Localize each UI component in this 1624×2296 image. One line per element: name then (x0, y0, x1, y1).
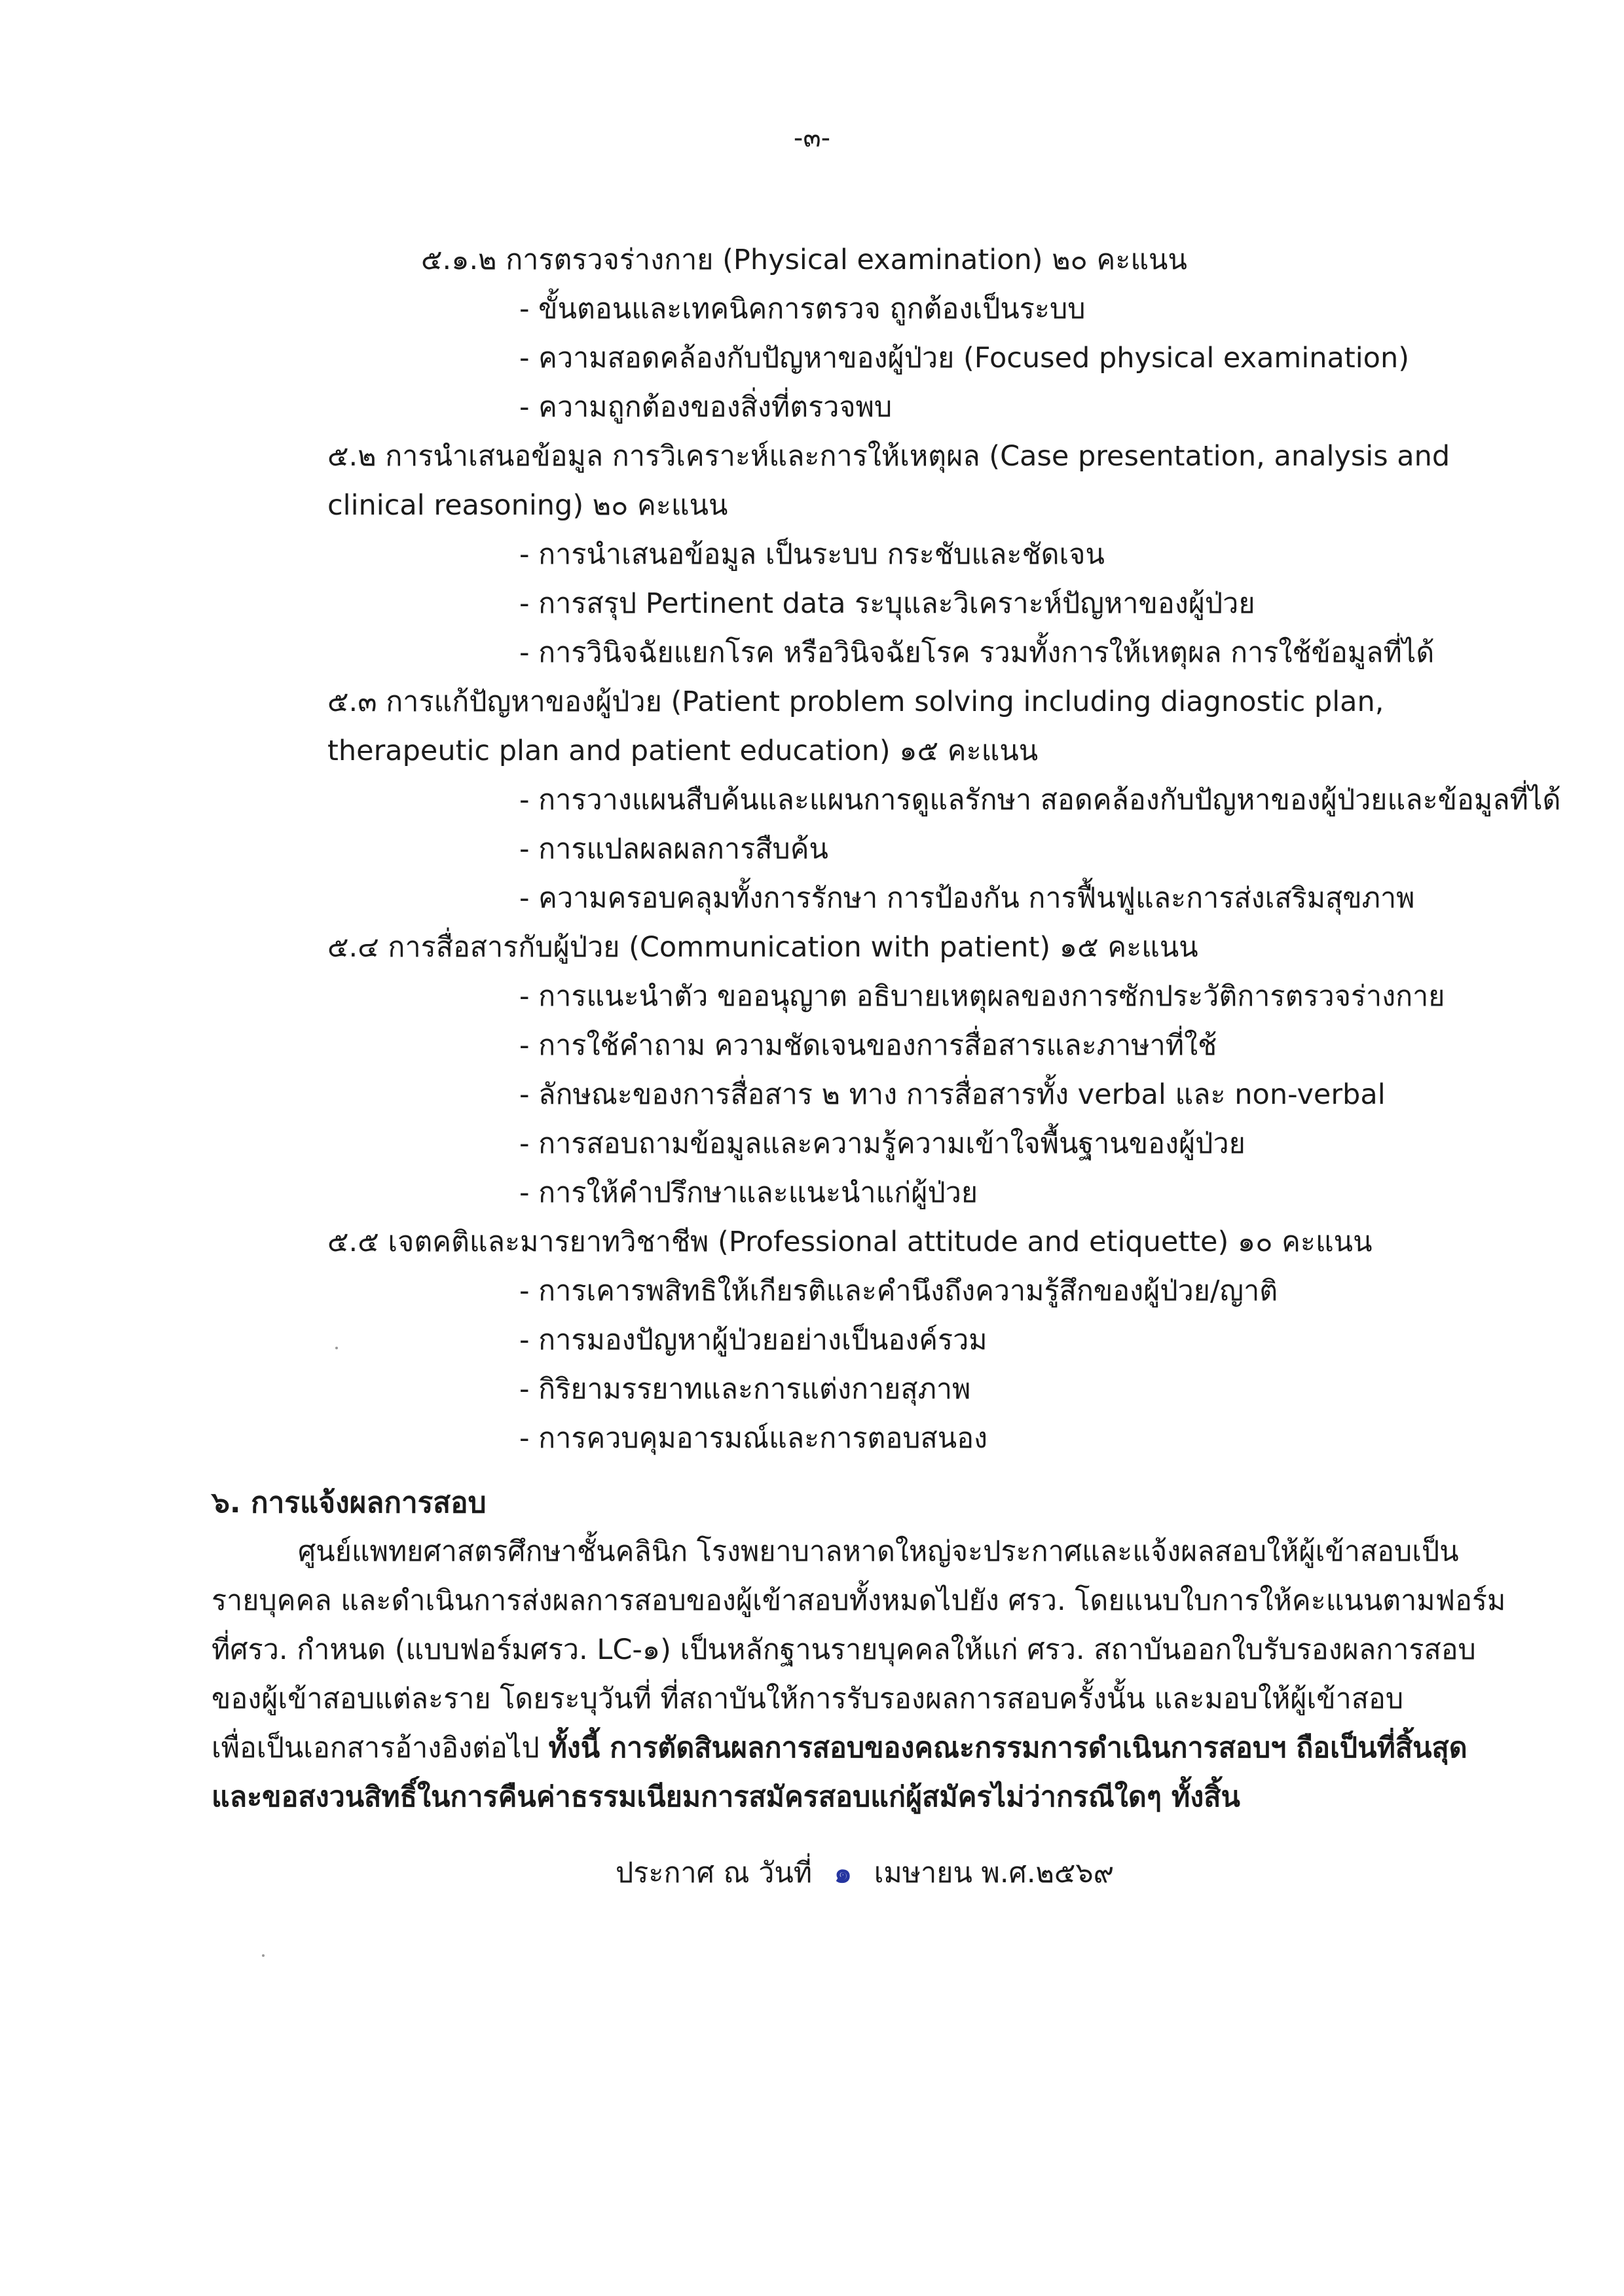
date-day: ๑ (834, 1857, 853, 1889)
criteria-line: - การวินิจฉัยแยกโรค หรือวินิจฉัยโรค รวมทั้งการให้เหตุผล การใช้ข้อมูลที่ได้ (519, 636, 1435, 669)
paragraph-line: ศูนย์แพทยศาสตรศึกษาชั้นคลินิก โรงพยาบาลหาดใหญ่จะประกาศและแจ้งผลสอบให้ผู้เข้าสอบเป็น (298, 1535, 1459, 1568)
scan-speck (262, 1954, 265, 1957)
criteria-line: - การสอบถามข้อมูลและความรู้ความเข้าใจพื้นฐานของผู้ป่วย (519, 1127, 1246, 1160)
criteria-line: clinical reasoning) ๒๐ คะแนน (327, 489, 728, 522)
date-prefix: ประกาศ ณ วันที่ (616, 1857, 813, 1889)
criteria-line: ๕.๒ การนำเสนอข้อมูล การวิเคราะห์และการให้เหตุผล (Case presentation, analysis and (327, 440, 1450, 473)
criteria-line: - การนำเสนอข้อมูล เป็นระบบ กระชับและชัดเจน (519, 538, 1105, 571)
criteria-line: ๕.๓ การแก้ปัญหาของผู้ป่วย (Patient problem solving including diagnostic plan, (327, 685, 1384, 718)
page-number: -๓- (793, 123, 831, 153)
criteria-line: - การเคารพสิทธิให้เกียรติและคำนึงถึงความรู้สึกของผู้ป่วย/ญาติ (519, 1275, 1278, 1307)
criteria-line: therapeutic plan and patient education) ๑๕ คะแนน (327, 735, 1039, 767)
date-month-year: เมษายน พ.ศ.๒๕๖๙ (874, 1857, 1115, 1889)
announcement-date (616, 1849, 1114, 1898)
criteria-line: - ความถูกต้องของสิ่งที่ตรวจพบ (519, 391, 893, 424)
criteria-line: - การแนะนำตัว ขออนุญาต อธิบายเหตุผลของการซักประวัติการตรวจร่างกาย (519, 980, 1445, 1013)
criteria-line: ๕.๕ เจตคติและมารยาทวิชาชีพ (Professional attitude and etiquette) ๑๐ คะแนน (327, 1226, 1373, 1258)
paragraph-line (212, 1773, 1473, 1822)
paragraph-line: ของผู้เข้าสอบแต่ละราย โดยระบุวันที่ ที่สถาบันให้การรับรองผลการสอบครั้งนั้น และมอบให้ผู้เข้าสอบ (212, 1683, 1404, 1715)
criteria-line: ๕.๔ การสื่อสารกับผู้ป่วย (Communication with patient) ๑๕ คะแนน (327, 931, 1198, 964)
criteria-line: - การให้คำปรึกษาและแนะนำแก่ผู้ป่วย (519, 1176, 978, 1209)
paragraph-line: รายบุคคล และดำเนินการส่งผลการสอบของผู้เข้าสอบทั้งหมดไปยัง ศรว. โดยแนบใบการให้คะแนนตามฟอร์ม (212, 1584, 1506, 1617)
paragraph-line (212, 1724, 1473, 1773)
paragraph-bold-text: และขอสงวนสิทธิ์ในการคืนค่าธรรมเนียมการสมัครสอบแก่ผู้สมัครไม่ว่ากรณีใดๆ ทั้งสิ้น (212, 1781, 1240, 1813)
paragraph-plain-text: เพื่อเป็นเอกสารอ้างอิงต่อไป (212, 1732, 549, 1764)
criteria-line: - การวางแผนสืบค้นและแผนการดูแลรักษา สอดคล้องกับปัญหาของผู้ป่วยและข้อมูลที่ได้ (519, 784, 1561, 816)
scan-speck (335, 1347, 338, 1349)
criteria-line: - กิริยามรรยาทและการแต่งกายสุภาพ (519, 1373, 971, 1406)
criteria-line: - ความสอดคล้องกับปัญหาของผู้ป่วย (Focused physical examination) (519, 342, 1410, 374)
paragraph-bold-text: ทั้งนี้ การตัดสินผลการสอบของคณะกรรมการดำเนินการสอบฯ ถือเป็นที่สิ้นสุด (548, 1732, 1467, 1764)
section-6-title: ๖. การแจ้งผลการสอบ (212, 1486, 487, 1520)
criteria-line: - ความครอบคลุมทั้งการรักษา การป้องกัน การฟื้นฟูและการส่งเสริมสุขภาพ (519, 882, 1415, 915)
section-6-paragraph (212, 1527, 1506, 1822)
criteria-line: - ขั้นตอนและเทคนิคการตรวจ ถูกต้องเป็นระบบ (519, 293, 1086, 325)
criteria-line: ๕.๑.๒ การตรวจร่างกาย (Physical examination) ๒๐ คะแนน (421, 244, 1187, 276)
criteria-line: - การมองปัญหาผู้ป่วยอย่างเป็นองค์รวม (519, 1324, 987, 1357)
criteria-line: - ลักษณะของการสื่อสาร ๒ ทาง การสื่อสารทั้ง verbal และ non-verbal (519, 1078, 1386, 1111)
paragraph-line: ที่ศรว. กำหนด (แบบฟอร์มศรว. LC-๑) เป็นหลักฐานรายบุคคลให้แก่ ศรว. สถาบันออกใบรับรองผลการสอบ (212, 1633, 1476, 1666)
assessment-criteria (327, 236, 1561, 1463)
criteria-line: - การสรุป Pertinent data ระบุและวิเคราะห์ปัญหาของผู้ป่วย (519, 587, 1255, 620)
criteria-line: - การใช้คำถาม ความชัดเจนของการสื่อสารและภาษาที่ใช้ (519, 1029, 1217, 1062)
criteria-line: - การแปลผลผลการสืบค้น (519, 833, 828, 866)
criteria-line: - การควบคุมอารมณ์และการตอบสนอง (519, 1422, 988, 1455)
